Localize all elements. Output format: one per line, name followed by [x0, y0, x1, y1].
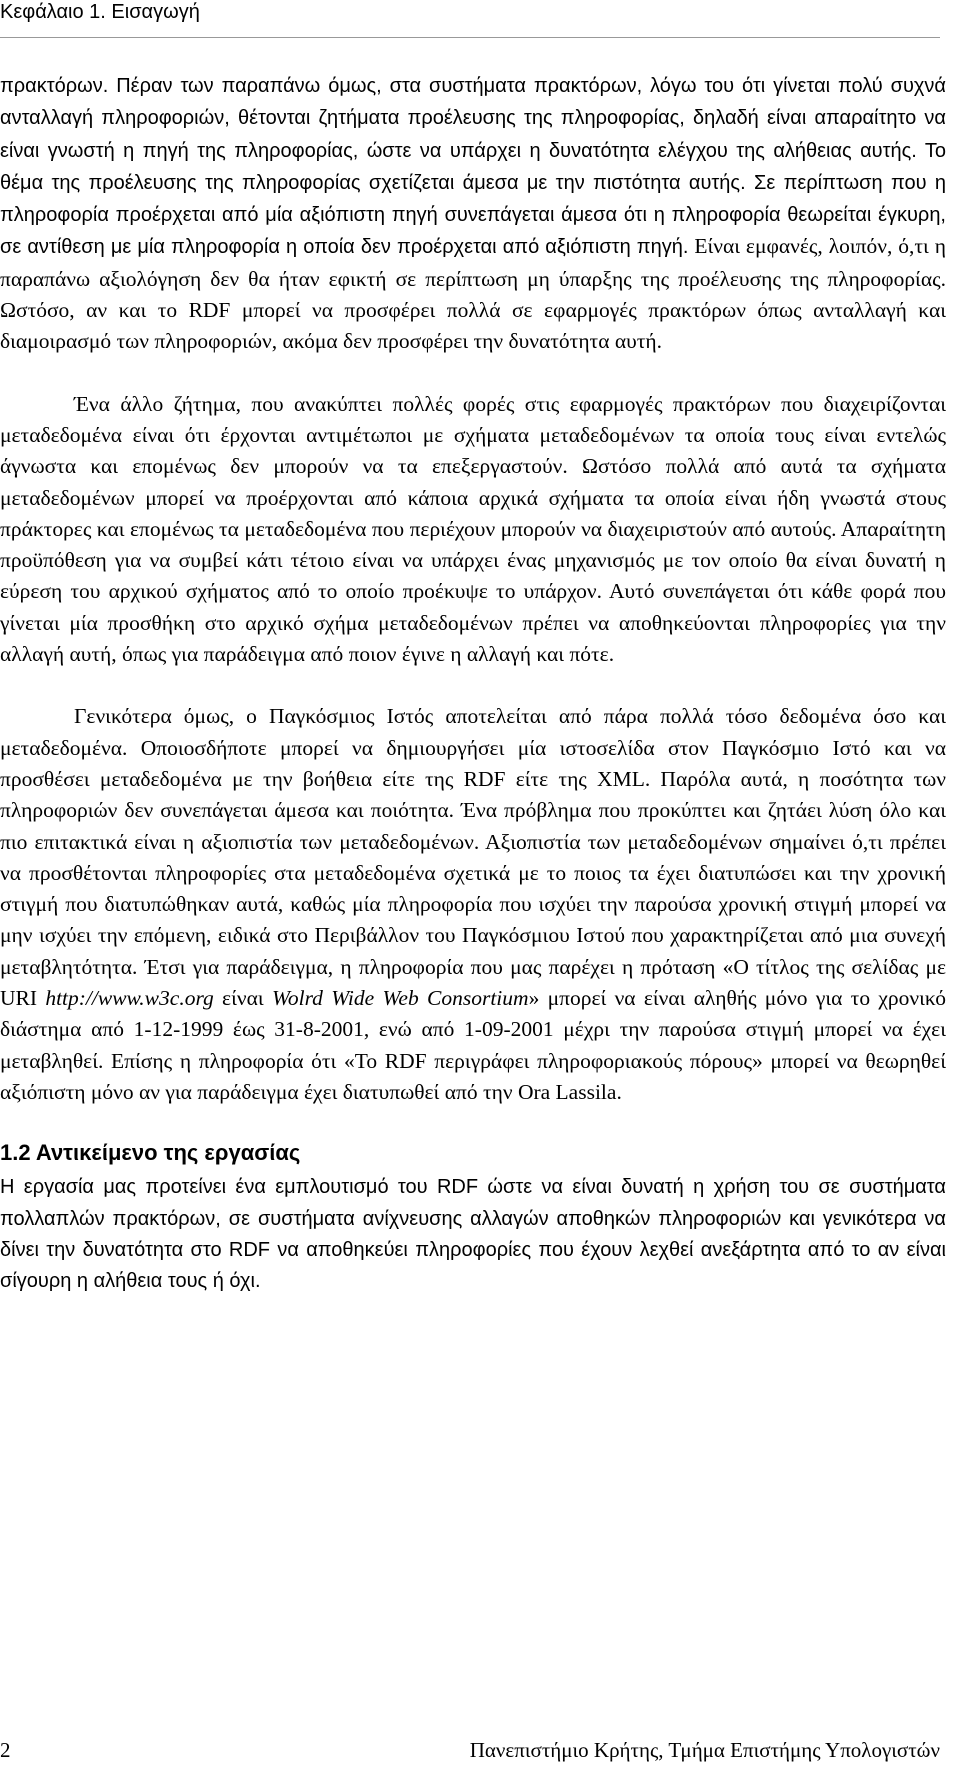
url-example: http://www.w3c.org: [45, 986, 214, 1011]
consortium-name: Wolrd Wide Web Consortium: [271, 986, 529, 1011]
header-divider: [0, 37, 940, 38]
page-number: 2: [0, 1738, 11, 1762]
page-footer: [0, 1738, 940, 1762]
paragraph-provenance-serif-text: Είναι εμφανές, λοιπόν, ό,τι η παραπάνω αξιολόγηση δεν θα ήταν εφικτή σε περίπτωση μη ύπαρξης της προέλευσης της πληροφορίας. Ωστόσο, αν και το RDF μπορεί να προσφέρει πολλά σε εφαρμογές πρακτόρων όπως ανταλλαγή και διαμοιρασμό των πληροφοριών, ακόμα δεν προσφέρει την δυνατότητα αυτή.: [0, 234, 946, 354]
paragraph-provenance-sans-text: πρακτόρων. Πέραν των παραπάνω όμως, στα συστήματα πρακτόρων, λόγω του ότι γίνεται πολύ συχνά ανταλλαγή πληροφοριών, θέτονται ζητήματα προέλευσης της πληροφορίας, δηλαδή είναι απαραίτητο να είναι γνωστή η πηγή της πληροφορίας, ώστε να υπάρχει η δυνατότητα ελέγχου της αλήθειας αυτής. Το θέμα της προέλευσης της πληροφορίας σχετίζεται άμεσα με την πιστότητα αυτής. Σε περίπτωση που η πληροφορία προέρχεται από μία αξιόπιστη πηγή συνεπάγεται άμεσα ότι η πληροφορία θεωρείται έγκυρη, σε αντίθεση με μία πληροφορία η οποία δεν προέρχεται από αξιόπιστη πηγή.: [0, 75, 946, 259]
paragraph-agents-provenance: [0, 70, 946, 358]
paragraph-section-intro: Η εργασία μας προτείνει ένα εμπλουτισμό του RDF ώστε να είναι δυνατή η χρήση του σε συστήματα πολλαπλών πρακτόρων, σε συστήματα ανίχνευσης αλλαγών αποθηκών πληροφοριών και γενικότερα να δίνει την δυνατότητα στο RDF να αποθηκεύει πληροφορίες που έχουν λεχθεί ανεξάρτητα από το αν είναι σίγουρη η αλήθεια τους ή όχι.: [0, 1176, 946, 1293]
paragraph-metadata-reliability: [0, 701, 946, 1108]
section-heading: 1.2 Αντικείμενο της εργασίας: [0, 1140, 301, 1166]
reliability-text-part3: » μπορεί να είναι αληθής μόνο για το χρονικό διάστημα από 1-12-1999 έως 31-8-2001, ενώ από 1-09-2001 μέχρι την παρούσα στιγμή μπορεί να έχει μεταβληθεί. Επίσης η πληροφορία ότι «Το RDF περιγράφει πληροφοριακούς πόρους» μπορεί να θεωρηθεί αξιόπιστη μόνο αν για παράδειγμα έχει διατυπωθεί από την Ora Lassila.: [0, 986, 947, 1104]
reliability-text-part2: είναι: [213, 986, 272, 1011]
running-header: Κεφάλαιο 1. Εισαγωγή: [0, 1, 200, 23]
reliability-text-part1: Γενικότερα όμως, ο Παγκόσμιος Ιστός αποτελείται από πάρα πολλά τόσο δεδομένα όσο και μεταδεδομένα. Οποιοσδήποτε μπορεί να δημιουργήσει μία ιστοσελίδα στον Παγκόσμιο Ιστό και να προσθέσει μεταδεδομένα με την βοήθεια είτε της RDF είτε της XML. Παρόλα αυτά, η ποσότητα των πληροφοριών δεν συνεπάγεται άμεσα και ποιότητα. Ένα πρόβλημα που προκύπτει και ζητάει λύση όλο και πιο επιτακτικά είναι η αξιοπιστία των μεταδεδομένων. Αξιοπιστία των μεταδεδομένων σημαίνει ό,τι πρέπει να προσθέτονται πληροφορίες στα μεταδεδομένα σχετικά με το ποιος τα έχει διατυπώσει και την χρονική στιγμή που διατυπώθηκαν αυτά, καθώς μία πληροφορία που ισχύει την παρούσα χρονική στιγμή μπορεί να μην ισχύει την επόμενη, ειδικά στο Περιβάλλον του Παγκόσμιου Ιστού που χαρακτηρίζεται από μια συνεχή μεταβλητότητα. Έτσι για παράδειγμα, η πληροφορία που μας παρέχει η πρόταση «Ο τίτλος της σελίδας με URI: [0, 704, 946, 1011]
paragraph-metadata-schemas: Ένα άλλο ζήτημα, που ανακύπτει πολλές φορές στις εφαρμογές πρακτόρων που διαχειρίζονται μεταδεδομένα είναι ότι έρχονται αντιμέτωποι με σχήματα μεταδεδομένων τα οποία τους είναι εντελώς άγνωστα και επομένως δεν μπορούν να τα επεξεργαστούν. Ωστόσο πολλά από αυτά τα σχήματα μεταδεδομένων μπορεί να προέρχονται από κάποια αρχικά σχήματα τα οποία είναι ήδη γνωστά στους πράκτορες και επομένως τα μεταδεδομένα που περιέχουν μπορούν να διαχειριστούν από αυτούς. Απαραίτητη προϋπόθεση για να συμβεί κάτι τέτοιο είναι να υπάρχει ένας μηχανισμός με τον οποίο θα είναι δυνατή η εύρεση του αρχικού σχήματος από το οποίο προέκυψε το υπάρχον. Αυτό συνεπάγεται ότι κάθε φορά που γίνεται μία προσθήκη στο αρχικό σχήμα μεταδεδομένων πρέπει να αποθηκεύονται πληροφορίες για την αλλαγή αυτή, όπως για παράδειγμα από ποιον έγινε η αλλαγή και πότε.: [0, 391, 946, 667]
footer-institution: Πανεπιστήμιο Κρήτης, Τμήμα Επιστήμης Υπολογιστών: [469, 1738, 940, 1762]
page-body: [0, 70, 946, 1297]
